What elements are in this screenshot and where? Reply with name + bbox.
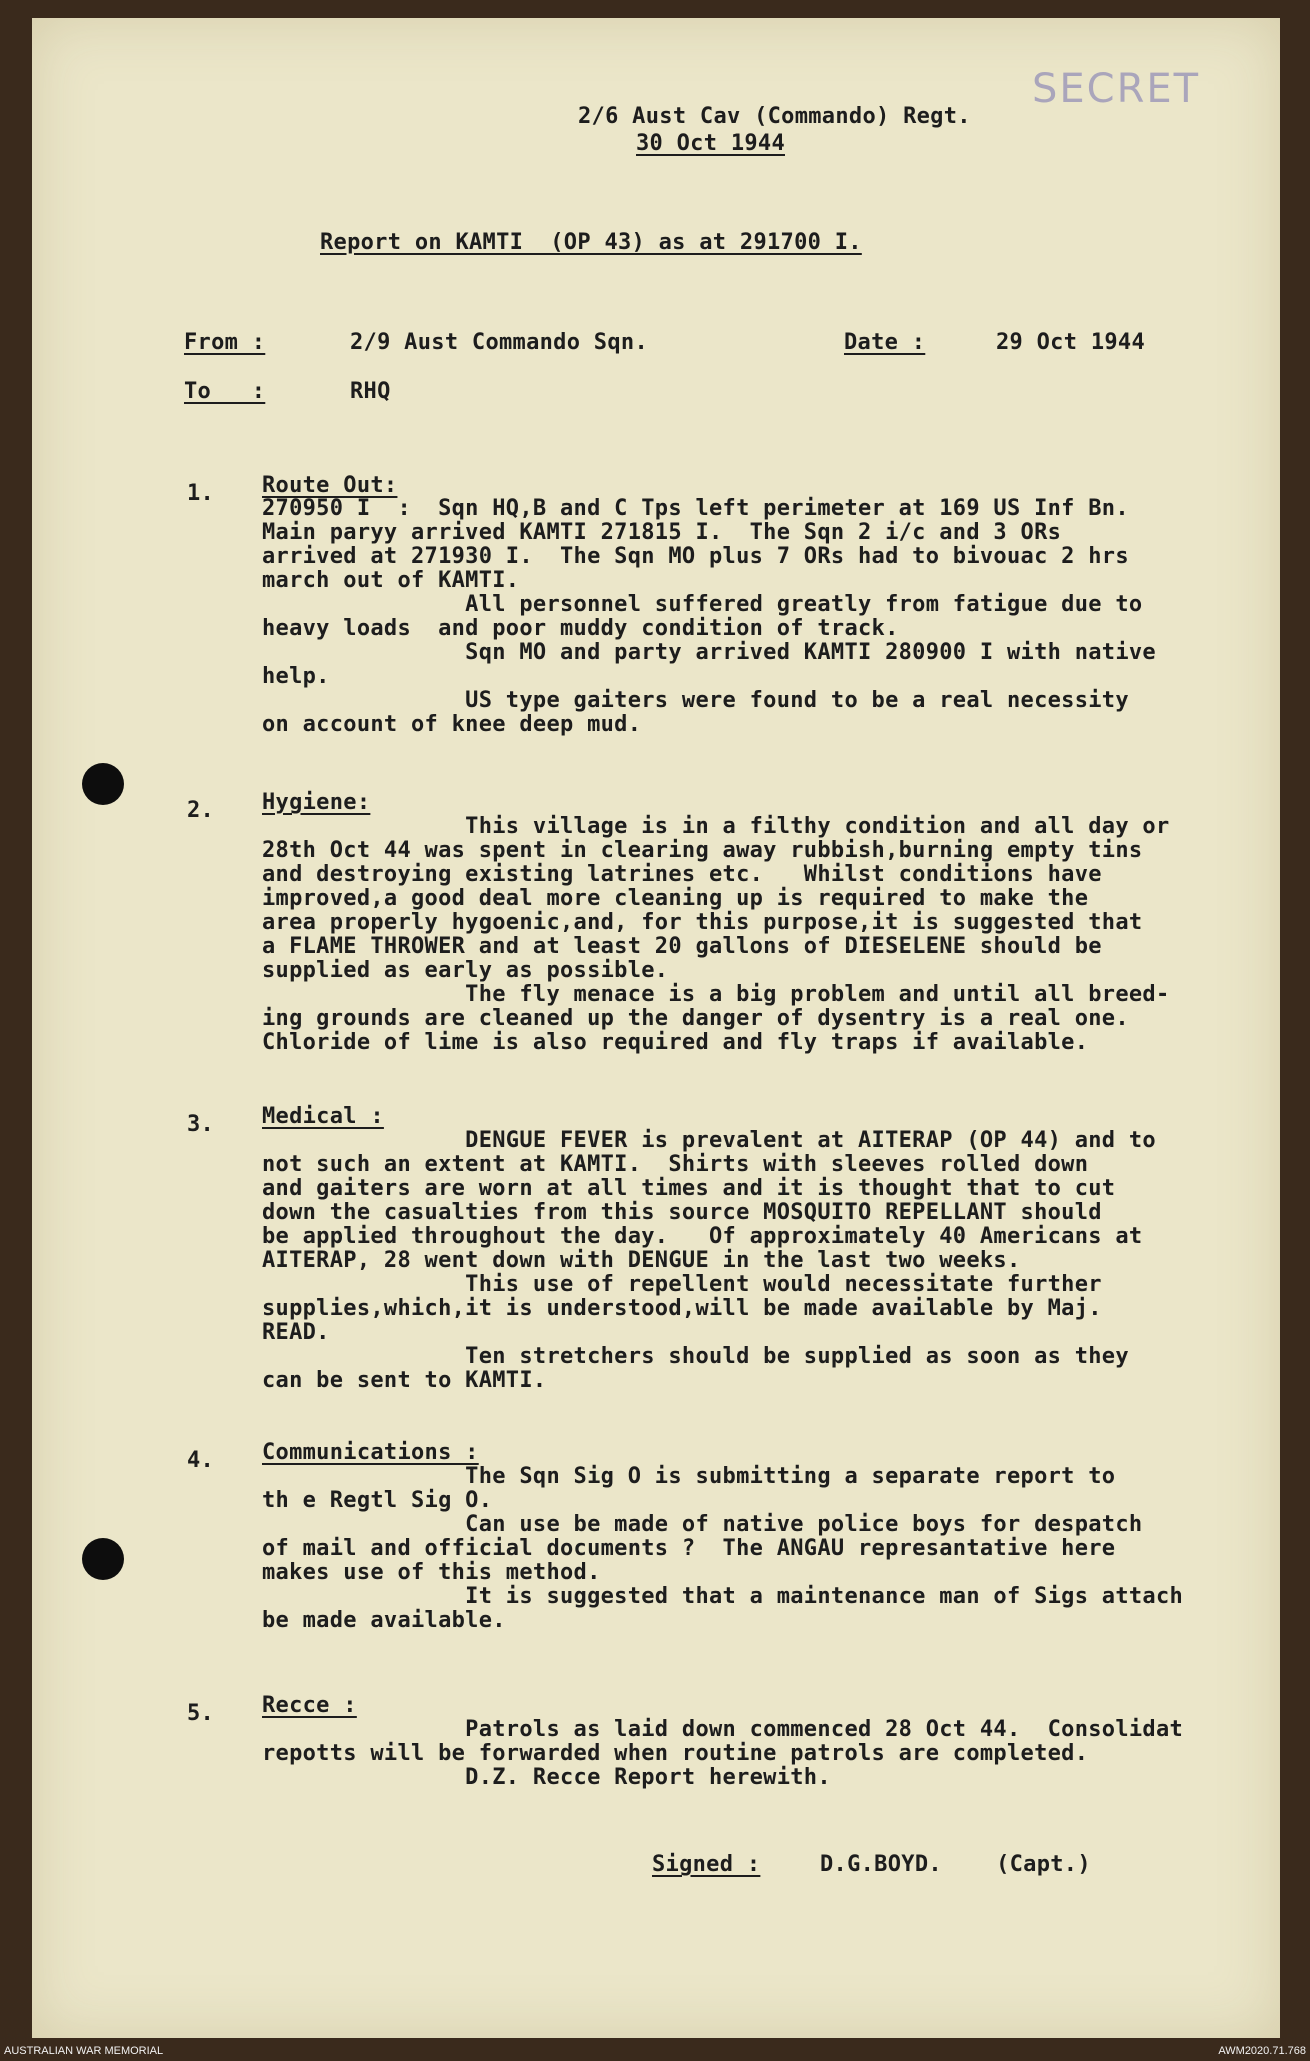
- footer-left: AUSTRALIAN WAR MEMORIAL: [4, 2045, 164, 2057]
- body-line: US type gaiters were found to be a real necessity: [262, 688, 1129, 713]
- body-line: a FLAME THROWER and at least 20 gallons of DIESELENE should be: [262, 934, 1102, 959]
- section-heading: Communications :: [262, 1440, 479, 1465]
- signature-value: D.G.BOYD. (Capt.): [820, 1852, 1091, 1877]
- from-value: 2/9 Aust Commando Sqn.: [350, 330, 648, 355]
- section-number: 5.: [187, 1701, 215, 1726]
- body-line: READ.: [262, 1320, 330, 1345]
- to-value: RHQ: [350, 379, 391, 404]
- body-line: and destroying existing latrines etc. Whilst conditions have: [262, 862, 1102, 887]
- body-line: can be sent to KAMTI.: [262, 1368, 547, 1393]
- punch-hole-bottom: [82, 1538, 124, 1580]
- document-page: [32, 18, 1280, 2038]
- body-line: This village is in a filthy condition and all day or: [262, 814, 1170, 839]
- section-heading: Route Out:: [262, 473, 398, 498]
- section-heading: Hygiene:: [262, 790, 371, 815]
- body-line: DENGUE FEVER is prevalent at AITERAP (OP 44) and to: [262, 1128, 1156, 1153]
- body-line: th e Regtl Sig O.: [262, 1488, 493, 1513]
- body-line: This use of repellent would necessitate further: [262, 1272, 1102, 1297]
- body-line: Chloride of lime is also required and fly traps if available.: [262, 1030, 1089, 1055]
- body-line: All personnel suffered greatly from fatigue due to: [262, 592, 1143, 617]
- punch-hole-top: [82, 763, 124, 805]
- body-line: and gaiters are worn at all times and it is thought that to cut: [262, 1176, 1116, 1201]
- body-line: help.: [262, 664, 330, 689]
- body-line: 270950 I : Sqn HQ,B and C Tps left perimeter at 169 US Inf Bn.: [262, 496, 1129, 521]
- body-line: AITERAP, 28 went down with DENGUE in the last two weeks.: [262, 1248, 1021, 1273]
- to-label: To :: [184, 379, 266, 404]
- body-line: be applied throughout the day. Of approximately 40 Americans at: [262, 1224, 1143, 1249]
- body-line: Can use be made of native police boys for despatch: [262, 1512, 1143, 1537]
- section-number: 1.: [187, 481, 215, 506]
- date-label: Date :: [844, 330, 926, 355]
- secret-stamp: SECRET: [1032, 66, 1201, 112]
- body-line: not such an extent at KAMTI. Shirts with sleeves rolled down: [262, 1152, 1089, 1177]
- body-line: Ten stretchers should be supplied as soon as they: [262, 1344, 1129, 1369]
- body-line: It is suggested that a maintenance man of Sigs attach: [262, 1584, 1184, 1609]
- body-line: supplied as early as possible.: [262, 958, 669, 983]
- body-line: heavy loads and poor muddy condition of track.: [262, 616, 899, 641]
- report-title: Report on KAMTI (OP 43) as at 291700 I.: [320, 230, 862, 255]
- body-line: area properly hygoenic,and, for this purpose,it is suggested that: [262, 910, 1143, 935]
- section-number: 3.: [187, 1112, 215, 1137]
- heading-date: 30 Oct 1944: [636, 131, 785, 156]
- body-line: supplies,which,it is understood,will be made available by Maj.: [262, 1296, 1102, 1321]
- body-line: Main paryy arrived KAMTI 271815 I. The Sqn 2 i/c and 3 ORs: [262, 520, 1062, 545]
- body-line: makes use of this method.: [262, 1560, 601, 1585]
- body-line: march out of KAMTI.: [262, 568, 520, 593]
- footer-right: AWM2020.71.768: [1218, 2045, 1306, 2057]
- date-value: 29 Oct 1944: [996, 330, 1145, 355]
- body-line: arrived at 271930 I. The Sqn MO plus 7 ORs had to bivouac 2 hrs: [262, 544, 1129, 569]
- body-line: down the casualties from this source MOSQUITO REPELLANT should: [262, 1200, 1102, 1225]
- body-line: repotts will be forwarded when routine patrols are completed.: [262, 1741, 1089, 1766]
- body-line: Patrols as laid down commenced 28 Oct 44. Consolidat: [262, 1717, 1184, 1742]
- body-line: be made available.: [262, 1608, 506, 1633]
- body-line: on account of knee deep mud.: [262, 712, 642, 737]
- section-number: 4.: [187, 1448, 215, 1473]
- body-line: of mail and official documents ? The ANGAU represantative here: [262, 1536, 1116, 1561]
- body-line: ing grounds are cleaned up the danger of dysentry is a real one.: [262, 1006, 1129, 1031]
- body-line: The Sqn Sig O is submitting a separate report to: [262, 1464, 1116, 1489]
- body-line: The fly menace is a big problem and until all breed-: [262, 982, 1170, 1007]
- body-line: Sqn MO and party arrived KAMTI 280900 I with native: [262, 640, 1156, 665]
- body-line: improved,a good deal more cleaning up is required to make the: [262, 886, 1089, 911]
- body-line: 28th Oct 44 was spent in clearing away rubbish,burning empty tins: [262, 838, 1143, 863]
- unit-heading: 2/6 Aust Cav (Commando) Regt.: [578, 104, 971, 129]
- signed-label: Signed :: [652, 1852, 761, 1877]
- section-number: 2.: [187, 798, 215, 823]
- from-label: From :: [184, 330, 266, 355]
- section-heading: Medical :: [262, 1104, 384, 1129]
- body-line: D.Z. Recce Report herewith.: [262, 1765, 831, 1790]
- section-heading: Recce :: [262, 1693, 357, 1718]
